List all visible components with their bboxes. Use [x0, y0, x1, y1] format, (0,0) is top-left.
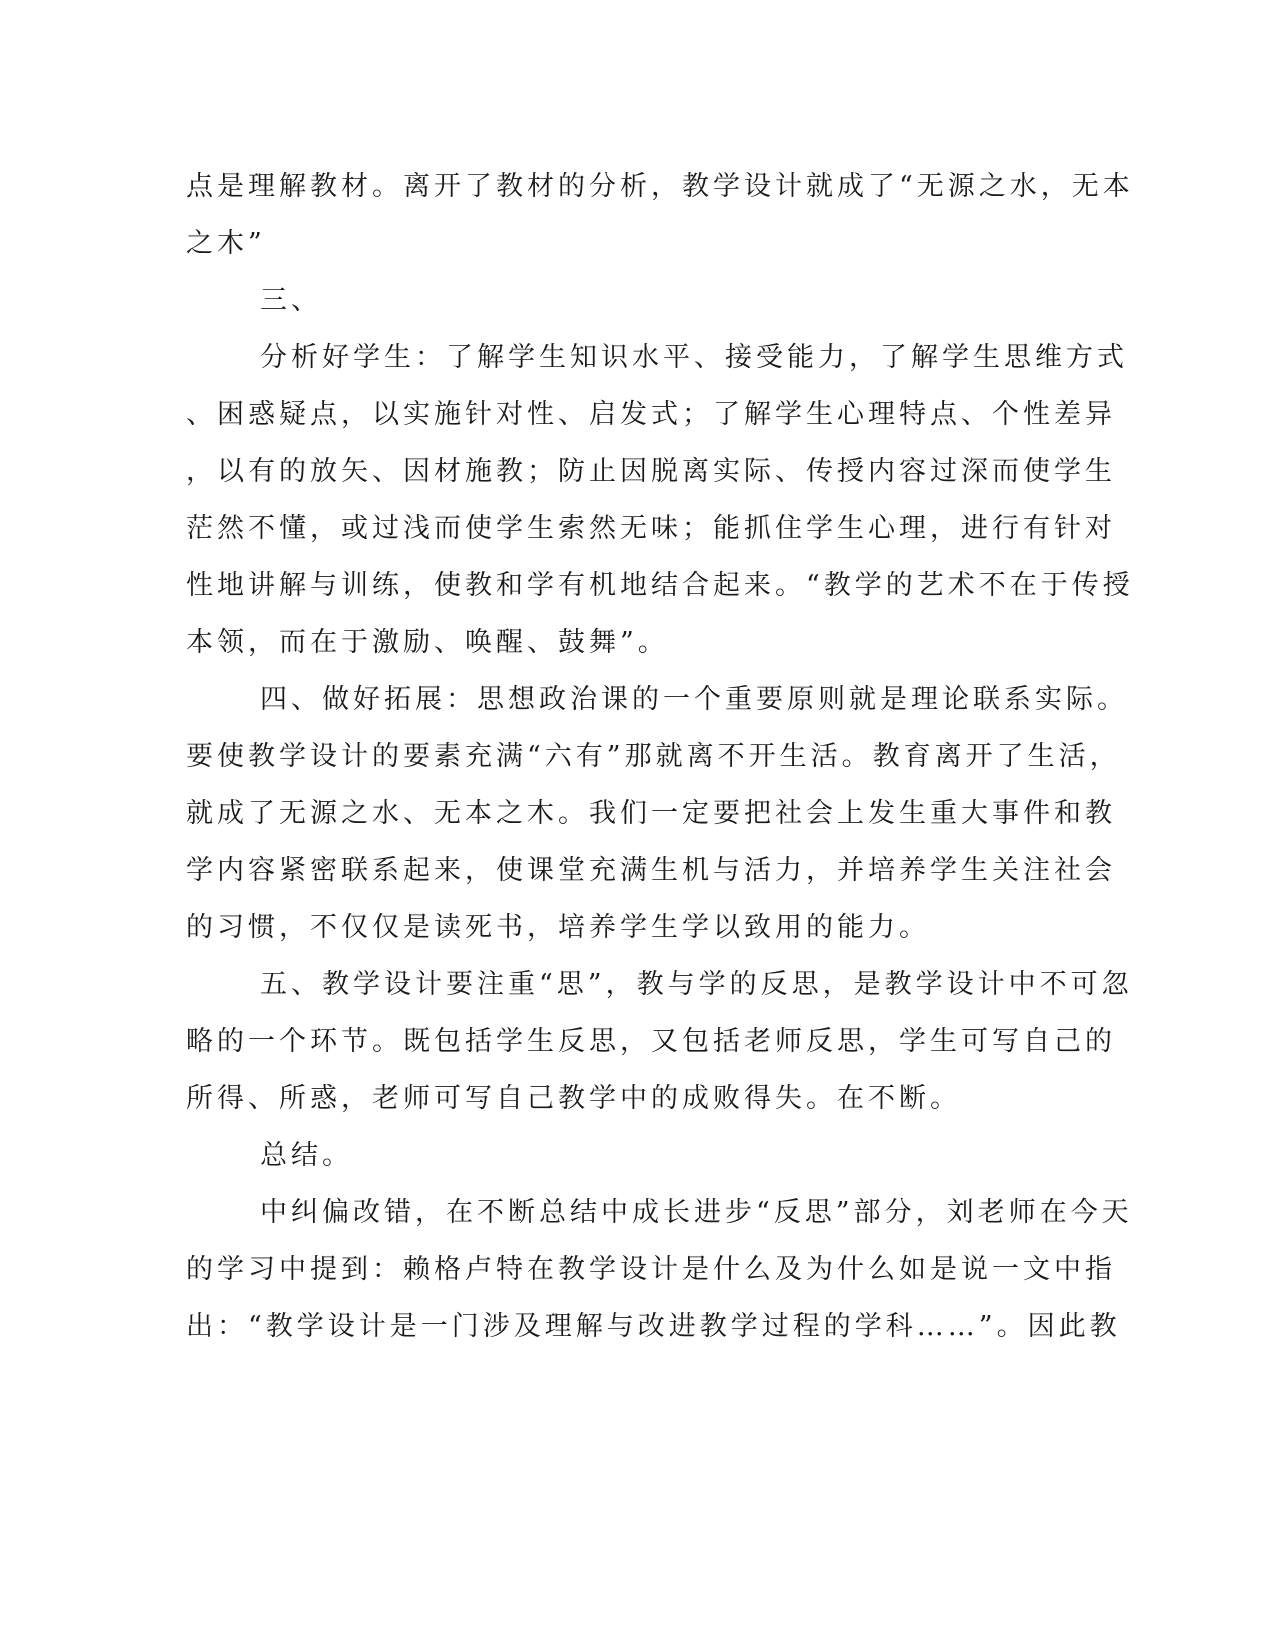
text-line: 所得、所惑，老师可写自己教学中的成败得失。在不断。 — [186, 1083, 961, 1114]
section-heading-three: 三、 — [260, 285, 322, 316]
section-heading-four: 四、做好拓展：思想政治课的一个重要原则就是理论联系实际。 — [260, 684, 1128, 715]
summary-heading: 总结。 — [260, 1140, 353, 1171]
text-line: 点是理解教材。离开了教材的分析，教学设计就成了“无源之水，无本 — [186, 171, 1134, 202]
text-line: 出：“教学设计是一门涉及理解与改进教学过程的学科……”。因此教 — [186, 1311, 1121, 1342]
text-line: 本领，而在于激励、唤醒、鼓舞”。 — [186, 627, 669, 658]
text-line: 就成了无源之水、无本之木。我们一定要把社会上发生重大事件和教 — [186, 798, 1116, 829]
text-line: 之木” — [186, 228, 266, 259]
text-line: 学内容紧密联系起来，使课堂充满生机与活力，并培养学生关注社会 — [186, 855, 1116, 886]
text-line: 分析好学生：了解学生知识水平、接受能力，了解学生思维方式 — [260, 342, 1128, 373]
text-line: 中纠偏改错，在不断总结中成长进步“反思”部分，刘老师在今天 — [260, 1197, 1133, 1228]
text-line: 的学习中提到：赖格卢特在教学设计是什么及为什么如是说一文中指 — [186, 1254, 1116, 1285]
text-line: 略的一个环节。既包括学生反思，又包括老师反思，学生可写自己的 — [186, 1026, 1116, 1057]
text-line: 的习惯，不仅仅是读死书，培养学生学以致用的能力。 — [186, 912, 930, 943]
text-line: 、困惑疑点，以实施针对性、启发式；了解学生心理特点、个性差异 — [186, 399, 1116, 430]
text-line: 性地讲解与训练，使教和学有机地结合起来。“教学的艺术不在于传授 — [186, 570, 1134, 601]
text-line: 茫然不懂，或过浅而使学生索然无味；能抓住学生心理，进行有针对 — [186, 513, 1116, 544]
text-line: 要使教学设计的要素充满“六有”那就离不开生活。教育离开了生活， — [186, 741, 1121, 772]
section-heading-five: 五、教学设计要注重“思”，教与学的反思，是教学设计中不可忽 — [260, 969, 1133, 1000]
text-line: ，以有的放矢、因材施教；防止因脱离实际、传授内容过深而使学生 — [186, 456, 1116, 487]
document-body — [186, 158, 1134, 1355]
